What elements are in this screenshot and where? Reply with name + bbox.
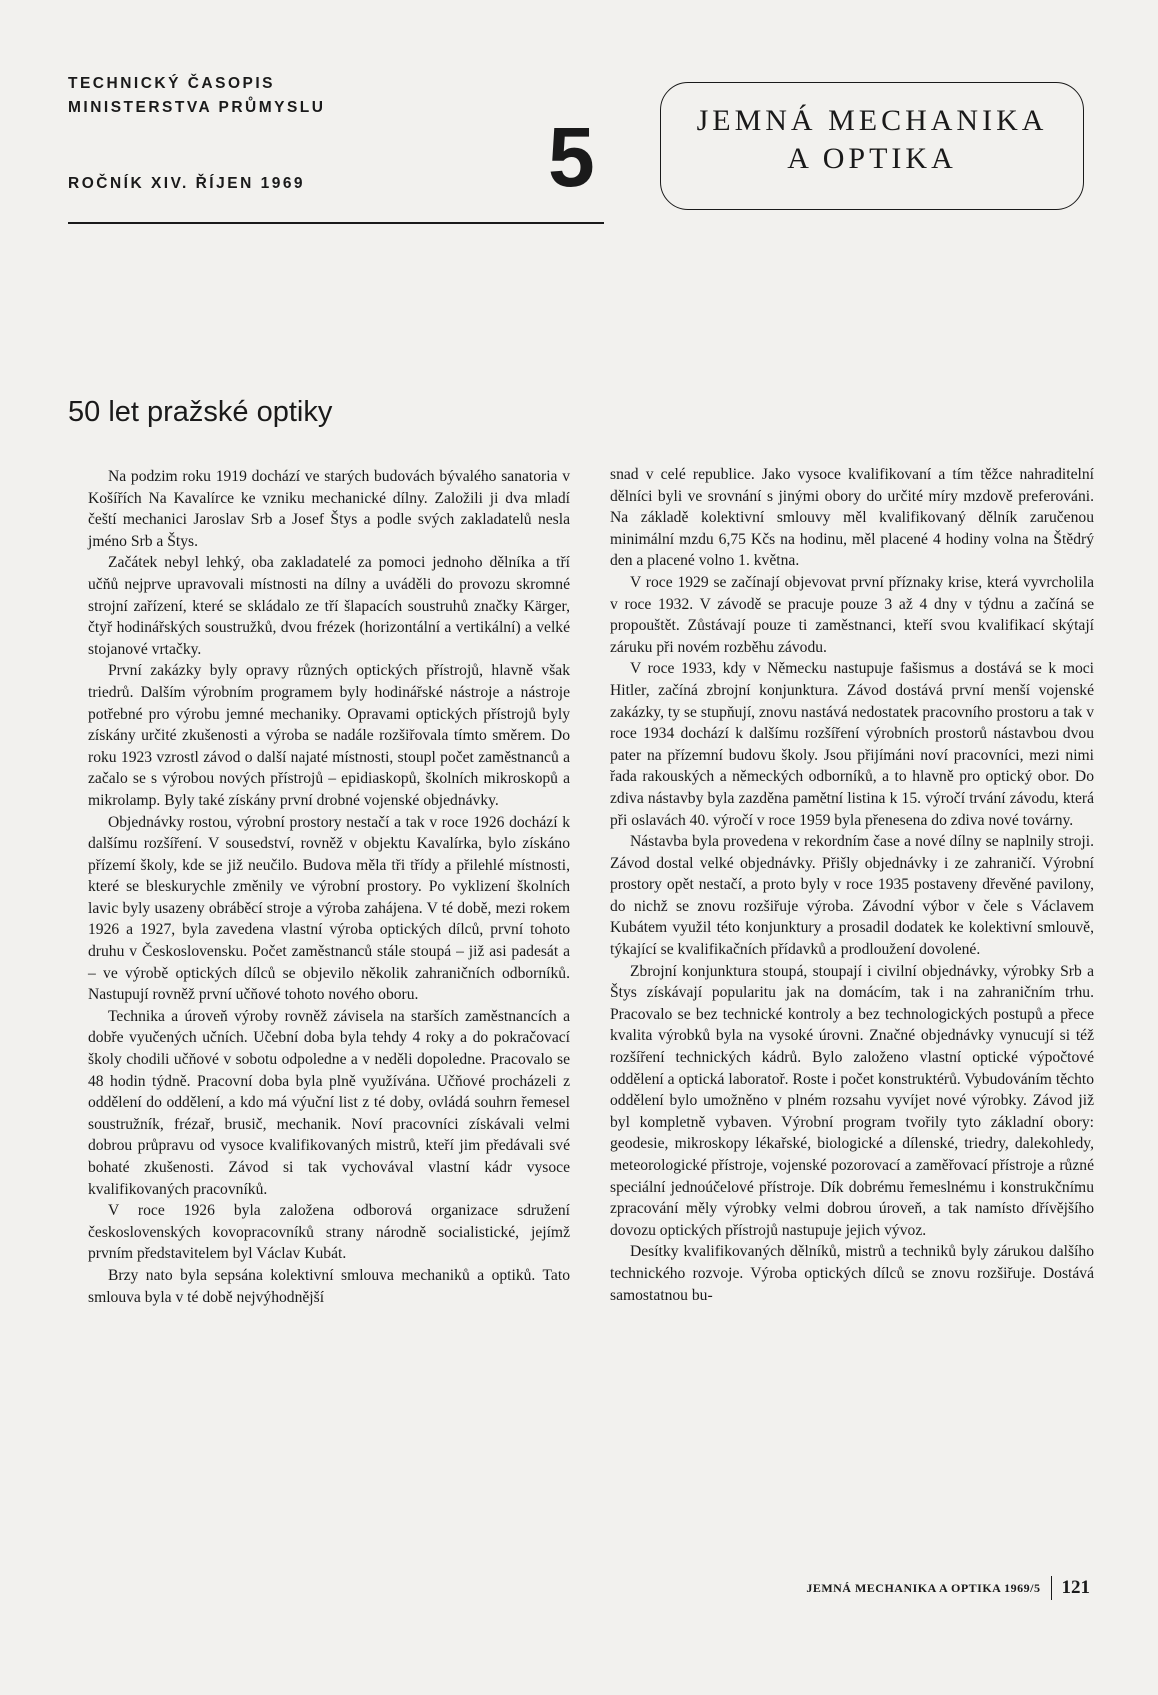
masthead-issue-line: ROČNÍK XIV. ŘÍJEN 1969 (68, 175, 306, 192)
paragraph: snad v celé republice. Jako vysoce kvalifikovaní a tím těžce nahraditelní dělníci byli ve srovnání s jinými obory do určité míry mzdově preferováni. Na základě kolektivní smlouvy měl kvalifikovaný dělník zaručenou minimální mzdu 6,75 Kčs na hodinu, měl placené 4 hodiny volna na Štědrý den a placené volno 1. května. (610, 466, 1094, 570)
paragraph: V roce 1926 byla založena odborová organizace sdružení československých kovopracovníků strany národně socialistické, jejímž prvním představitelem byl Václav Kubát. (88, 1202, 570, 1263)
paragraph: První zakázky byly opravy různých optických přístrojů, hlavně však triedrů. Dalším výrobním programem byly hodinářské nástroje a nástroje potřebné pro výrobu jemné mechaniky. Opravami optických přístrojů byly získány určité zkušenosti a výroba se nadále rozšiřovala tímto směrem. Do roku 1923 vzrostl závod o další najaté místnosti, stoupl počet zaměstnanců a začalo se s výrobou nových přístrojů – epidiaskopů, školních mikroskopů a mikrolamp. Byly také získány první drobné vojenské objednávky. (88, 662, 570, 809)
page-footer (760, 1574, 1090, 1602)
journal-title-line2: A OPTIKA (787, 142, 957, 175)
masthead (68, 72, 358, 192)
article-column-left (88, 466, 570, 1308)
masthead-publisher-line2: MINISTERSTVA PRŮMYSLU (68, 99, 326, 116)
article-title: 50 let pražské optiky (68, 396, 333, 428)
paragraph: Zbrojní konjunktura stoupá, stoupají i civilní objednávky, výrobky Srb a Štys získávají popularitu jak na domácím, tak i na zahraničním trhu. Pracovalo se bez technické kontroly a bez technologických postupů a přece kvalita výrobků byla na vysoké úrovni. Značné objednávky vynucují si též rozšíření technických kádrů. Bylo založeno vlastní optické výpočtové oddělení a optická laboratoř. Roste i počet konstruktérů. Vybudováním těchto oddělení bylo umožněno v plném rozsahu vyvíjet nové výrobky. Závod již byl kompletně vybaven. Výrobní program tvořily tyto základní obory: geodesie, mikroskopy lékařské, biologické a dílenské, triedry, dalekohledy, meteorologické přístroje, vojenské pozorovací a zaměřovací přístroje a různé speciální jednoúčelové přístroje. Dík dobrému řemeslnému i konstrukčnímu zpracování měly výrobky velmi dobrou úroveň, a tak namísto dřívějšího dovozu optických přístrojů nastupuje jejich vývoz. (610, 962, 1094, 1239)
paragraph: Nástavba byla provedena v rekordním čase a nové dílny se naplnily stroji. Závod dostal velké objednávky. Přišly objednávky i ze zahraničí. Výrobní prostory opět nestačí, a proto byly v roce 1935 postaveny dřevěné pavilony, do nichž se znovu rozšiřuje výroba. Závodní výbor v čele s Václavem Kubátem využil této konjunktury a prosadil dodatek ke kolektivní smlouvě, týkající se kvalifikačních přídavků a prodloužení dovolené. (610, 833, 1094, 959)
header-rule (68, 222, 604, 224)
paragraph: V roce 1933, kdy v Německu nastupuje fašismus a dostává se k moci Hitler, začíná zbrojní konjunktura. Závod dostává první menší vojenské zakázky, ty se stupňují, znovu nastává nedostatek pracovního prostoru a tak v roce 1934 dochází k dalšímu rozšíření výrobních prostorů nástavbou dvou pater na přízemní budovu školy. Jsou přijímáni noví pracovníci, mezi nimi řada rakouských a německých odborníků, a to hlavně pro optický obor. Do zdiva nástavby byla zazděna pamětní listina k 15. výročí trvání závodu, která při oslavách 40. výročí v roce 1959 byla přenesena do zdiva nové továrny. (610, 660, 1094, 829)
issue-number: 5 (548, 110, 595, 204)
footer-journal-name: JEMNÁ MECHANIKA A OPTIKA 1969/5 (806, 1580, 1041, 1595)
paragraph: Začátek nebyl lehký, oba zakladatelé za pomoci jednoho dělníka a tří učňů nejprve upravovali místnosti na dílny a uváděli do provozu skromné strojní zařízení, které se skládalo ze tří šlapacích soustruhů značky Kärger, čtyř hodinářských soustružků, dvou frézek (horizontální a vertikální) a velké stojanové vrtačky. (88, 554, 570, 658)
masthead-publisher-line1: TECHNICKÝ ČASOPIS (68, 75, 275, 92)
paragraph: Technika a úroveň výroby rovněž závisela na starších zaměstnancích a dobře vyučených učních. Učební doba byla tehdy 4 roky a do pokračovací školy chodili učňové v sobotu odpoledne a v neděli dopoledne. Pracovalo se 48 hodin týdně. Pracovní doba byla plně využívána. Učňové procházeli z oddělení do oddělení, a kdo má výuční list z té doby, ovládá souhrn řemesel soustružník, frézař, brusič, mechanik. Noví pracovníci získávali velmi dobrou průpravu od vysoce kvalifikovaných mistrů, kteří jim předávali své bohaté zkušenosti. Závod si tak vychovával vlastní kádr vysoce kvalifikovaných pracovníků. (88, 1007, 570, 1198)
journal-title-line1: JEMNÁ MECHANIKA (696, 104, 1048, 137)
journal-title-box (660, 82, 1084, 210)
paragraph: Desítky kvalifikovaných dělníků, mistrů a techniků byly zárukou dalšího technického rozvoje. Výroba optických dílců se znovu rozšiřuje. Dostává samostatnou bu- (610, 1243, 1094, 1304)
paragraph: Brzy nato byla sepsána kolektivní smlouva mechaniků a optiků. Tato smlouva byla v té době nejvýhodnější (88, 1266, 570, 1306)
paragraph: Objednávky rostou, výrobní prostory nestačí a tak v roce 1926 dochází k dalšímu rozšíření. V sousedství, rovněž v objektu Kavalírka, bylo získáno přízemí školy, kde se již neučilo. Budova měla tři třídy a přilehlé místnosti, které se bleskurychle změnily ve výrobní prostory. Po vyklizení školních lavic byly usazeny obráběcí stroje a výroba zahájena. V té době, mezi rokem 1926 a 1927, byla zavedena vlastní výroba optických dílců, první tohoto druhu v Československu. Počet zaměstnanců stále stoupá – již asi padesát a – ve výrobě optických dílců se objevilo několik zahraničních odborníků. Nastupují rovněž první učňové tohoto nového oboru. (88, 813, 570, 1004)
article-column-right (610, 464, 1094, 1306)
paragraph: V roce 1929 se začínají objevovat první příznaky krise, která vyvrcholila v roce 1932. V závodě se pracuje pouze 3 až 4 dny v týdnu a začíná se propouštět. Zůstávají pouze ti zaměstnanci, kteří svou kvalifikací skýtají záruku při novém rozběhu závodu. (610, 573, 1094, 656)
page-number: 121 (1061, 1577, 1090, 1598)
paragraph: Na podzim roku 1919 dochází ve starých budovách bývalého sanatoria v Košířích Na Kavalírce ke vzniku mechanické dílny. Založili ji dva mladí čeští mechanici Jaroslav Srb a Josef Štys a podle svých zakladatelů nesla jméno Srb a Štys. (88, 468, 570, 550)
